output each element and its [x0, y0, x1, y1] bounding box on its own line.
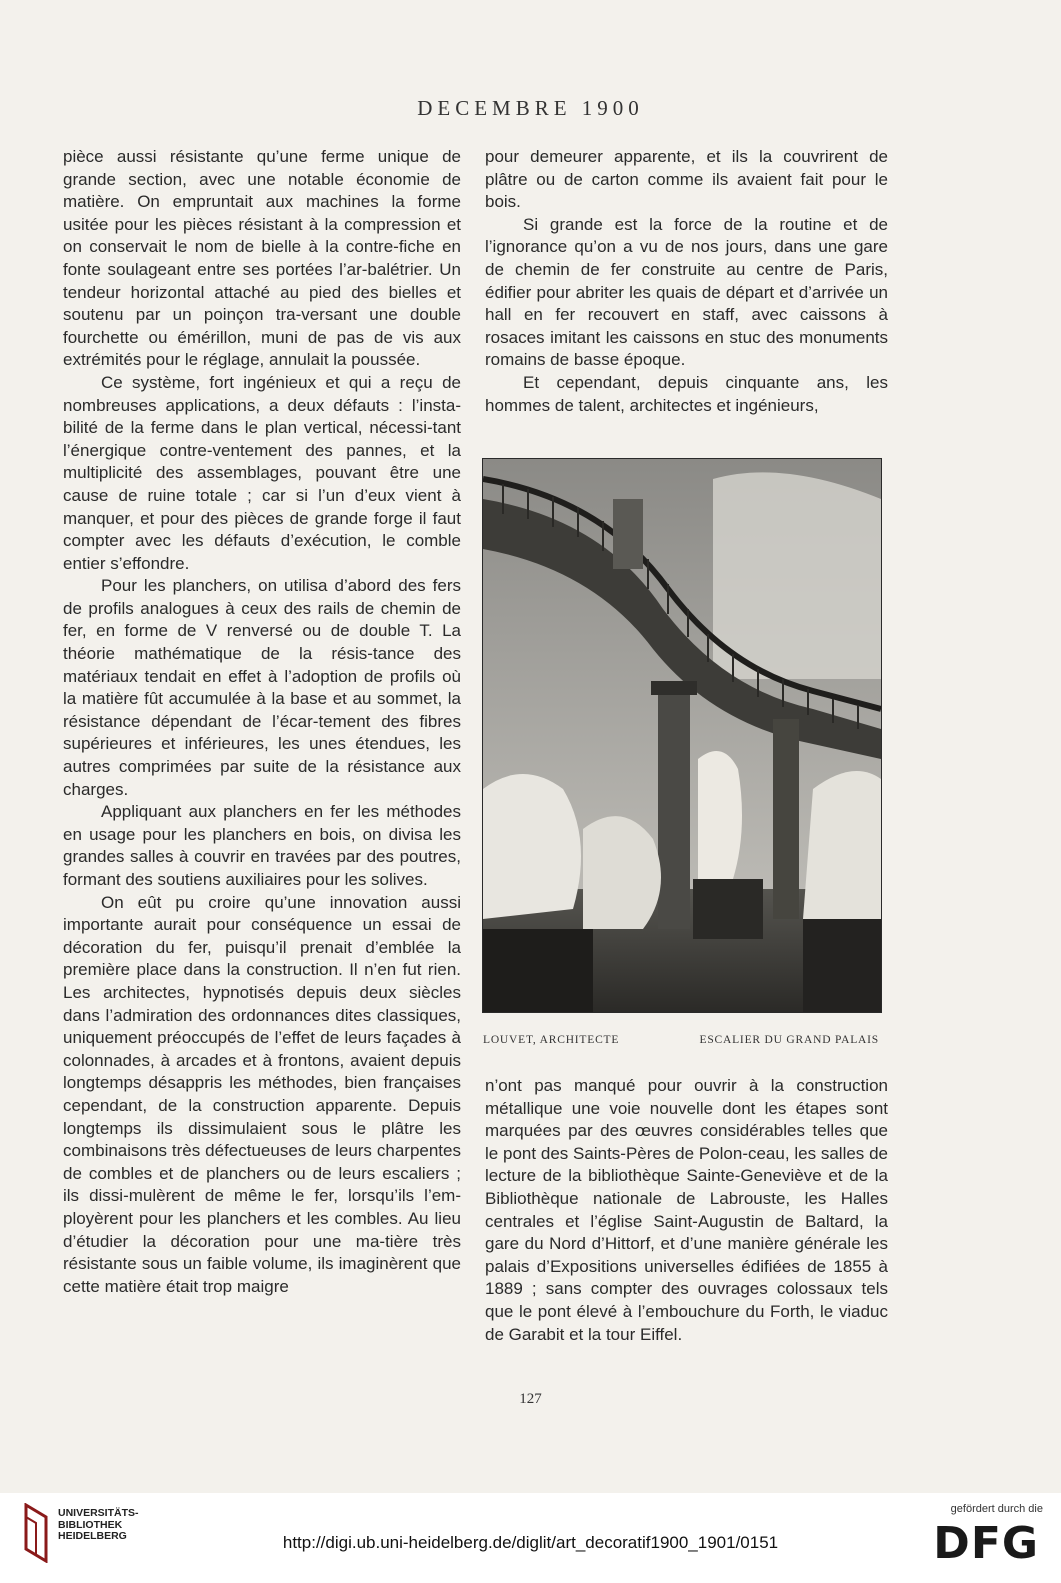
figure-caption: [483, 1034, 879, 1046]
paragraph: Et cependant, depuis cinquante ans, les hommes de talent, architectes et ingénieurs,: [485, 372, 888, 415]
staircase-photo: [483, 459, 881, 1012]
page-number: 127: [519, 1391, 542, 1407]
funded-by-label: gefördert durch die: [950, 1503, 1043, 1515]
paragraph: n’ont pas manqué pour ouvrir à la construction métallique une voie nouvelle dont les étapes sont marquées par des œuvres considérables telles que le pont des Saints-Pères de Polon-ceau, les salles de lecture de la bibliothèque Sainte-Geneviève et de la Bibliothèque nationale de Labrouste, les Halles centrales et l’église Saint-Augustin de Baltard, la gare du Nord d’Hittorf, et d’une manière générale les palais d’Expositions universelles édifiées de 1855 à 1889 ; sans compter des ouvrages colossaux tels que le pont élevé à l’embouchure du Forth, le viaduc de Garabit et la tour Eiffel.: [485, 1076, 888, 1344]
paragraph: pièce aussi résistante qu’une ferme unique de grande section, avec une notable économie de matière. On empruntait aux machines la forme usitée pour les pièces résistant à la compression et on conservait le nom de bielle à la contre-fiche en fonte soulageant entre ses portées l’ar-balétrier. Un tendeur horizontal attaché au pied des bielles et soutenu par un poinçon tra-versant une double fourchette ou émérillon, muni de pas de vis aux extrémités pour le réglage, annulait la poussée.: [63, 147, 461, 370]
running-title: DECEMBRE 1900: [417, 96, 644, 120]
paragraph: pour demeurer apparente, et ils la couvrirent de plâtre ou de carton comme ils avaient fait pour le bois.: [485, 147, 888, 212]
paragraph: Pour les planchers, on utilisa d’abord des fers de profils analogues à ceux des rails de chemin de fer, en forme de V renversé ou de double T. La théorie mathématique de la résis-tance des matériaux tendait en effet à l’adoption de profils où la matière fût accumulée à la base et au sommet, la résistance dépendant de l’écar-tement des fibres supérieures et inférieures, les unes étendues, les autres comprimées par suite de la résistance aux charges.: [63, 576, 461, 799]
right-column-top: [485, 146, 888, 417]
caption-architect: LOUVET, ARCHITECTE: [483, 1034, 620, 1046]
paragraph: Appliquant aux planchers en fer les méthodes en usage pour les planchers en bois, on divisa les grandes salles à couvrir en travées par des poutres, formant des soutiens auxiliaires pour les solives.: [63, 802, 461, 889]
caption-title: ESCALIER DU GRAND PALAIS: [699, 1034, 879, 1046]
library-name: UNIVERSITÄTS- BIBLIOTHEK HEIDELBERG: [58, 1507, 139, 1542]
photo-plate-grand-palais-staircase: [482, 458, 882, 1013]
paragraph: Si grande est la force de la routine et de l’ignorance qu’on a vu de nos jours, dans une gare de chemin de fer construite au centre de Paris, édifier pour abriter les quais de départ et d’arrivée un hall en fer recouvert en staff, avec caissons à rosaces imitant les caissons en stuc des monuments romains de basse époque.: [485, 214, 888, 370]
paragraph: Ce système, fort ingénieux et qui a reçu de nombreuses applications, a deux défauts : l’insta-bilité de la ferme dans le plan vertical, nécessi-tant l’énergique contre-ventement des pannes, et la multiplicité des assemblages, pouvant être une cause de ruine totale ; car si l’un d’eux vient à manquer, et pour des pièces de grande forge il faut compter avec les défauts d’exécution, le comble entier s’effondre.: [63, 372, 461, 573]
digitization-footer: [0, 1493, 1061, 1583]
left-column: [63, 146, 461, 1298]
right-column-bottom: [485, 1075, 888, 1346]
digitization-url-link[interactable]: http://digi.ub.uni-heidelberg.de/diglit/art_decoratif1900_1901/0151: [282, 1533, 779, 1552]
paragraph: On eût pu croire qu’une innovation aussi importante aurait pour conséquence un essai de décoration du fer, puisqu’il prenait d’emblée la première place dans la construction. Il n’en fut rien. Les architectes, hypnotisés depuis deux siècles dans l’admiration des ordonnances dites classiques, uniquement préoccupés de l’effet de leurs façades à colonnades, à arcades et à frontons, avaient depuis longtemps désappris les méthodes, bien françaises cependant, de la construction apparente. Depuis longtemps ils dissimulaient sous le plâtre les combinaisons très défectueuses de leurs charpentes de combles et de planchers ou de leurs escaliers ; ils dissi-mulèrent de même le fer, lorsqu’ils l’em-ployèrent pour les planchers et les combles. Au lieu d’étudier la décoration pour une ma-tière très résistante sous un faible volume, ils imaginèrent que cette matière était trop maigre: [63, 892, 461, 1296]
dfg-logo: DFG: [933, 1518, 1039, 1569]
